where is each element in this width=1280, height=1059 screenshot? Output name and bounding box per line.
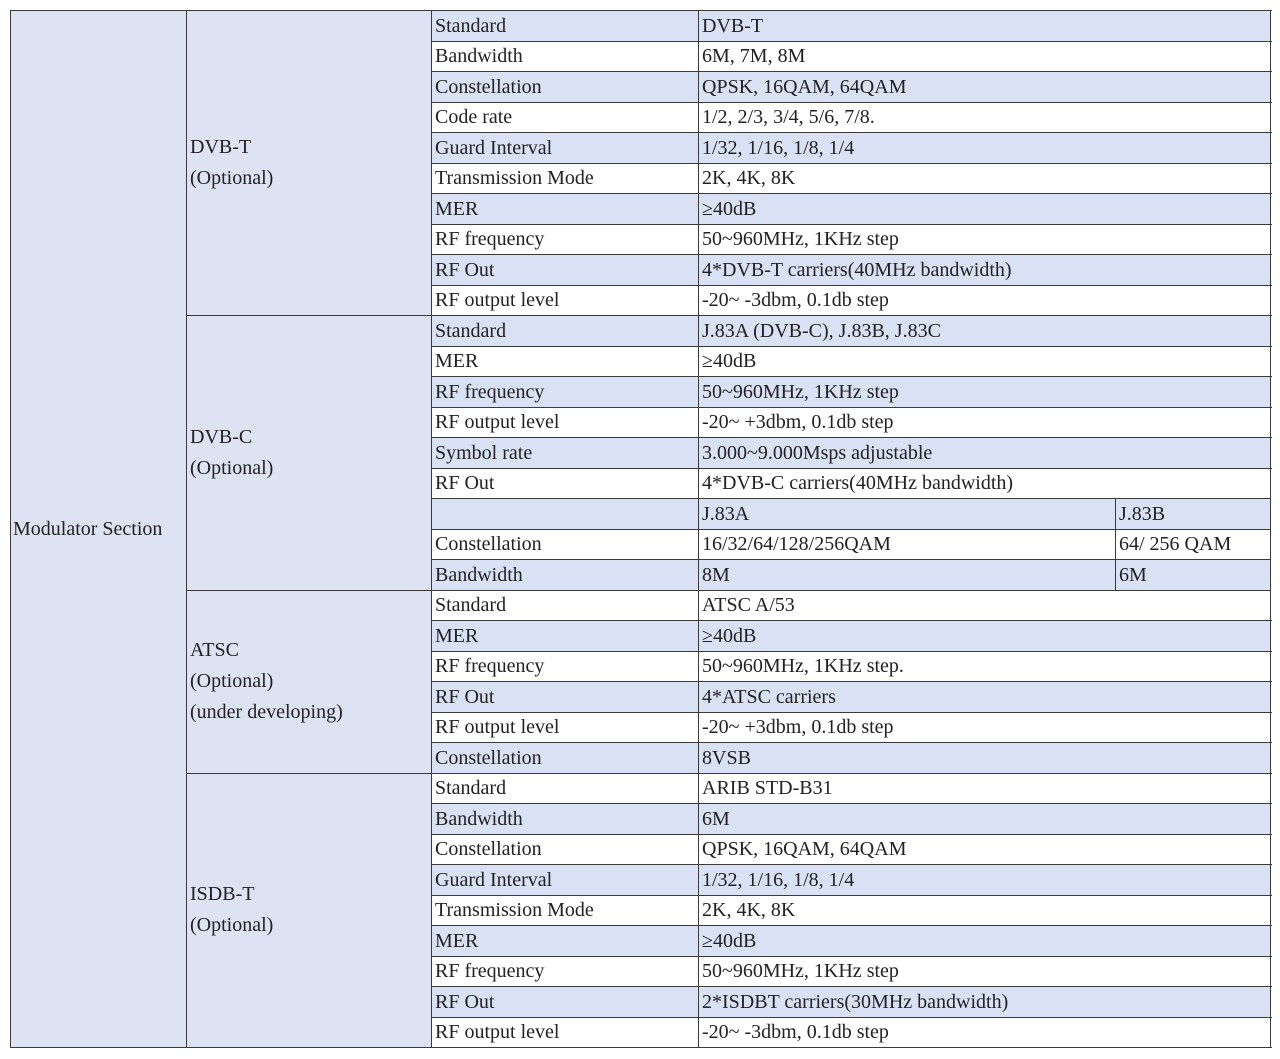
group-title-line: ATSC <box>190 639 239 661</box>
group-title-line: (Optional) <box>190 914 274 937</box>
param-name: RF frequency <box>432 377 699 408</box>
param-value: ≥40dB <box>699 194 1271 225</box>
param-name: RF Out <box>432 468 699 499</box>
param-name: Constellation <box>432 743 699 774</box>
table-row <box>11 590 1271 621</box>
param-name: MER <box>432 621 699 652</box>
param-name: Bandwidth <box>432 560 699 591</box>
param-value: ≥40dB <box>699 346 1271 377</box>
param-name: Transmission Mode <box>432 163 699 194</box>
group-title-line: (Optional) <box>190 670 274 692</box>
param-value: J.83A (DVB-C), J.83B, J.83C <box>699 316 1271 347</box>
param-name: Code rate <box>432 102 699 133</box>
value-cell: 16/32/64/128/256QAM <box>699 529 1116 560</box>
param-name: Bandwidth <box>432 41 699 72</box>
param-value: 1/32, 1/16, 1/8, 1/4 <box>699 865 1271 896</box>
param-value: -20~ -3dbm, 0.1db step <box>699 285 1271 316</box>
modulator-spec-table <box>10 10 1271 1048</box>
param-value: ARIB STD-B31 <box>699 773 1271 804</box>
param-value: 6M <box>699 804 1271 835</box>
param-name: RF output level <box>432 1017 699 1048</box>
param-value: -20~ +3dbm, 0.1db step <box>699 407 1271 438</box>
param-name: RF frequency <box>432 956 699 987</box>
param-name: Transmission Mode <box>432 895 699 926</box>
param-value: 2K, 4K, 8K <box>699 163 1271 194</box>
param-name <box>432 499 699 530</box>
value-cell: J.83A <box>699 499 1116 530</box>
param-value: -20~ +3dbm, 0.1db step <box>699 712 1271 743</box>
value-cell: 64/ 256 QAM <box>1116 529 1271 560</box>
group-label <box>187 316 432 591</box>
param-name: Constellation <box>432 529 699 560</box>
param-name: Constellation <box>432 834 699 865</box>
group-label <box>187 773 432 1048</box>
param-value: 4*DVB-C carriers(40MHz bandwidth) <box>699 468 1271 499</box>
table-row <box>11 773 1271 804</box>
value-cell: J.83B <box>1116 499 1271 530</box>
param-value: ≥40dB <box>699 926 1271 957</box>
param-value: 50~960MHz, 1KHz step <box>699 224 1271 255</box>
param-name: Standard <box>432 773 699 804</box>
param-name: RF output level <box>432 712 699 743</box>
param-value: DVB-T <box>699 11 1271 42</box>
param-value: 50~960MHz, 1KHz step <box>699 956 1271 987</box>
param-value: -20~ -3dbm, 0.1db step <box>699 1017 1271 1048</box>
param-value: 3.000~9.000Msps adjustable <box>699 438 1271 469</box>
param-value: ≥40dB <box>699 621 1271 652</box>
group-title-line: DVB-C <box>190 425 253 448</box>
param-value: 50~960MHz, 1KHz step <box>699 377 1271 408</box>
param-name: Constellation <box>432 72 699 103</box>
param-name: MER <box>432 194 699 225</box>
group-label <box>187 590 432 773</box>
param-name: RF frequency <box>432 224 699 255</box>
param-name: Symbol rate <box>432 438 699 469</box>
table-row <box>11 316 1271 347</box>
param-name: Bandwidth <box>432 804 699 835</box>
group-title-line: (under developing) <box>190 701 343 723</box>
param-value: 2K, 4K, 8K <box>699 895 1271 926</box>
param-name: RF Out <box>432 987 699 1018</box>
param-value: 50~960MHz, 1KHz step. <box>699 651 1271 682</box>
param-name: Guard Interval <box>432 865 699 896</box>
param-value: 1/2, 2/3, 3/4, 5/6, 7/8. <box>699 102 1271 133</box>
param-name: MER <box>432 926 699 957</box>
param-name: RF Out <box>432 255 699 286</box>
table-row <box>11 11 1271 42</box>
param-name: Standard <box>432 11 699 42</box>
param-name: RF output level <box>432 285 699 316</box>
group-label <box>187 11 432 316</box>
value-cell: 6M <box>1116 560 1271 591</box>
param-name: Standard <box>432 590 699 621</box>
group-title-line: (Optional) <box>190 167 274 189</box>
param-name: Standard <box>432 316 699 347</box>
section-label: Modulator Section <box>11 11 187 1048</box>
param-value: QPSK, 16QAM, 64QAM <box>699 72 1271 103</box>
group-title-line: (Optional) <box>190 456 274 479</box>
param-name: RF output level <box>432 407 699 438</box>
param-name: MER <box>432 346 699 377</box>
param-value: 1/32, 1/16, 1/8, 1/4 <box>699 133 1271 164</box>
param-name: Guard Interval <box>432 133 699 164</box>
param-name: RF frequency <box>432 651 699 682</box>
param-value: QPSK, 16QAM, 64QAM <box>699 834 1271 865</box>
param-value: 4*ATSC carriers <box>699 682 1271 713</box>
param-value: 4*DVB-T carriers(40MHz bandwidth) <box>699 255 1271 286</box>
param-value: 6M, 7M, 8M <box>699 41 1271 72</box>
param-value: ATSC A/53 <box>699 590 1271 621</box>
param-value: 2*ISDBT carriers(30MHz bandwidth) <box>699 987 1271 1018</box>
value-cell: 8M <box>699 560 1116 591</box>
param-name: RF Out <box>432 682 699 713</box>
group-title-line: ISDB-T <box>190 883 255 906</box>
param-value: 8VSB <box>699 743 1271 774</box>
group-title-line: DVB-T <box>190 136 252 158</box>
